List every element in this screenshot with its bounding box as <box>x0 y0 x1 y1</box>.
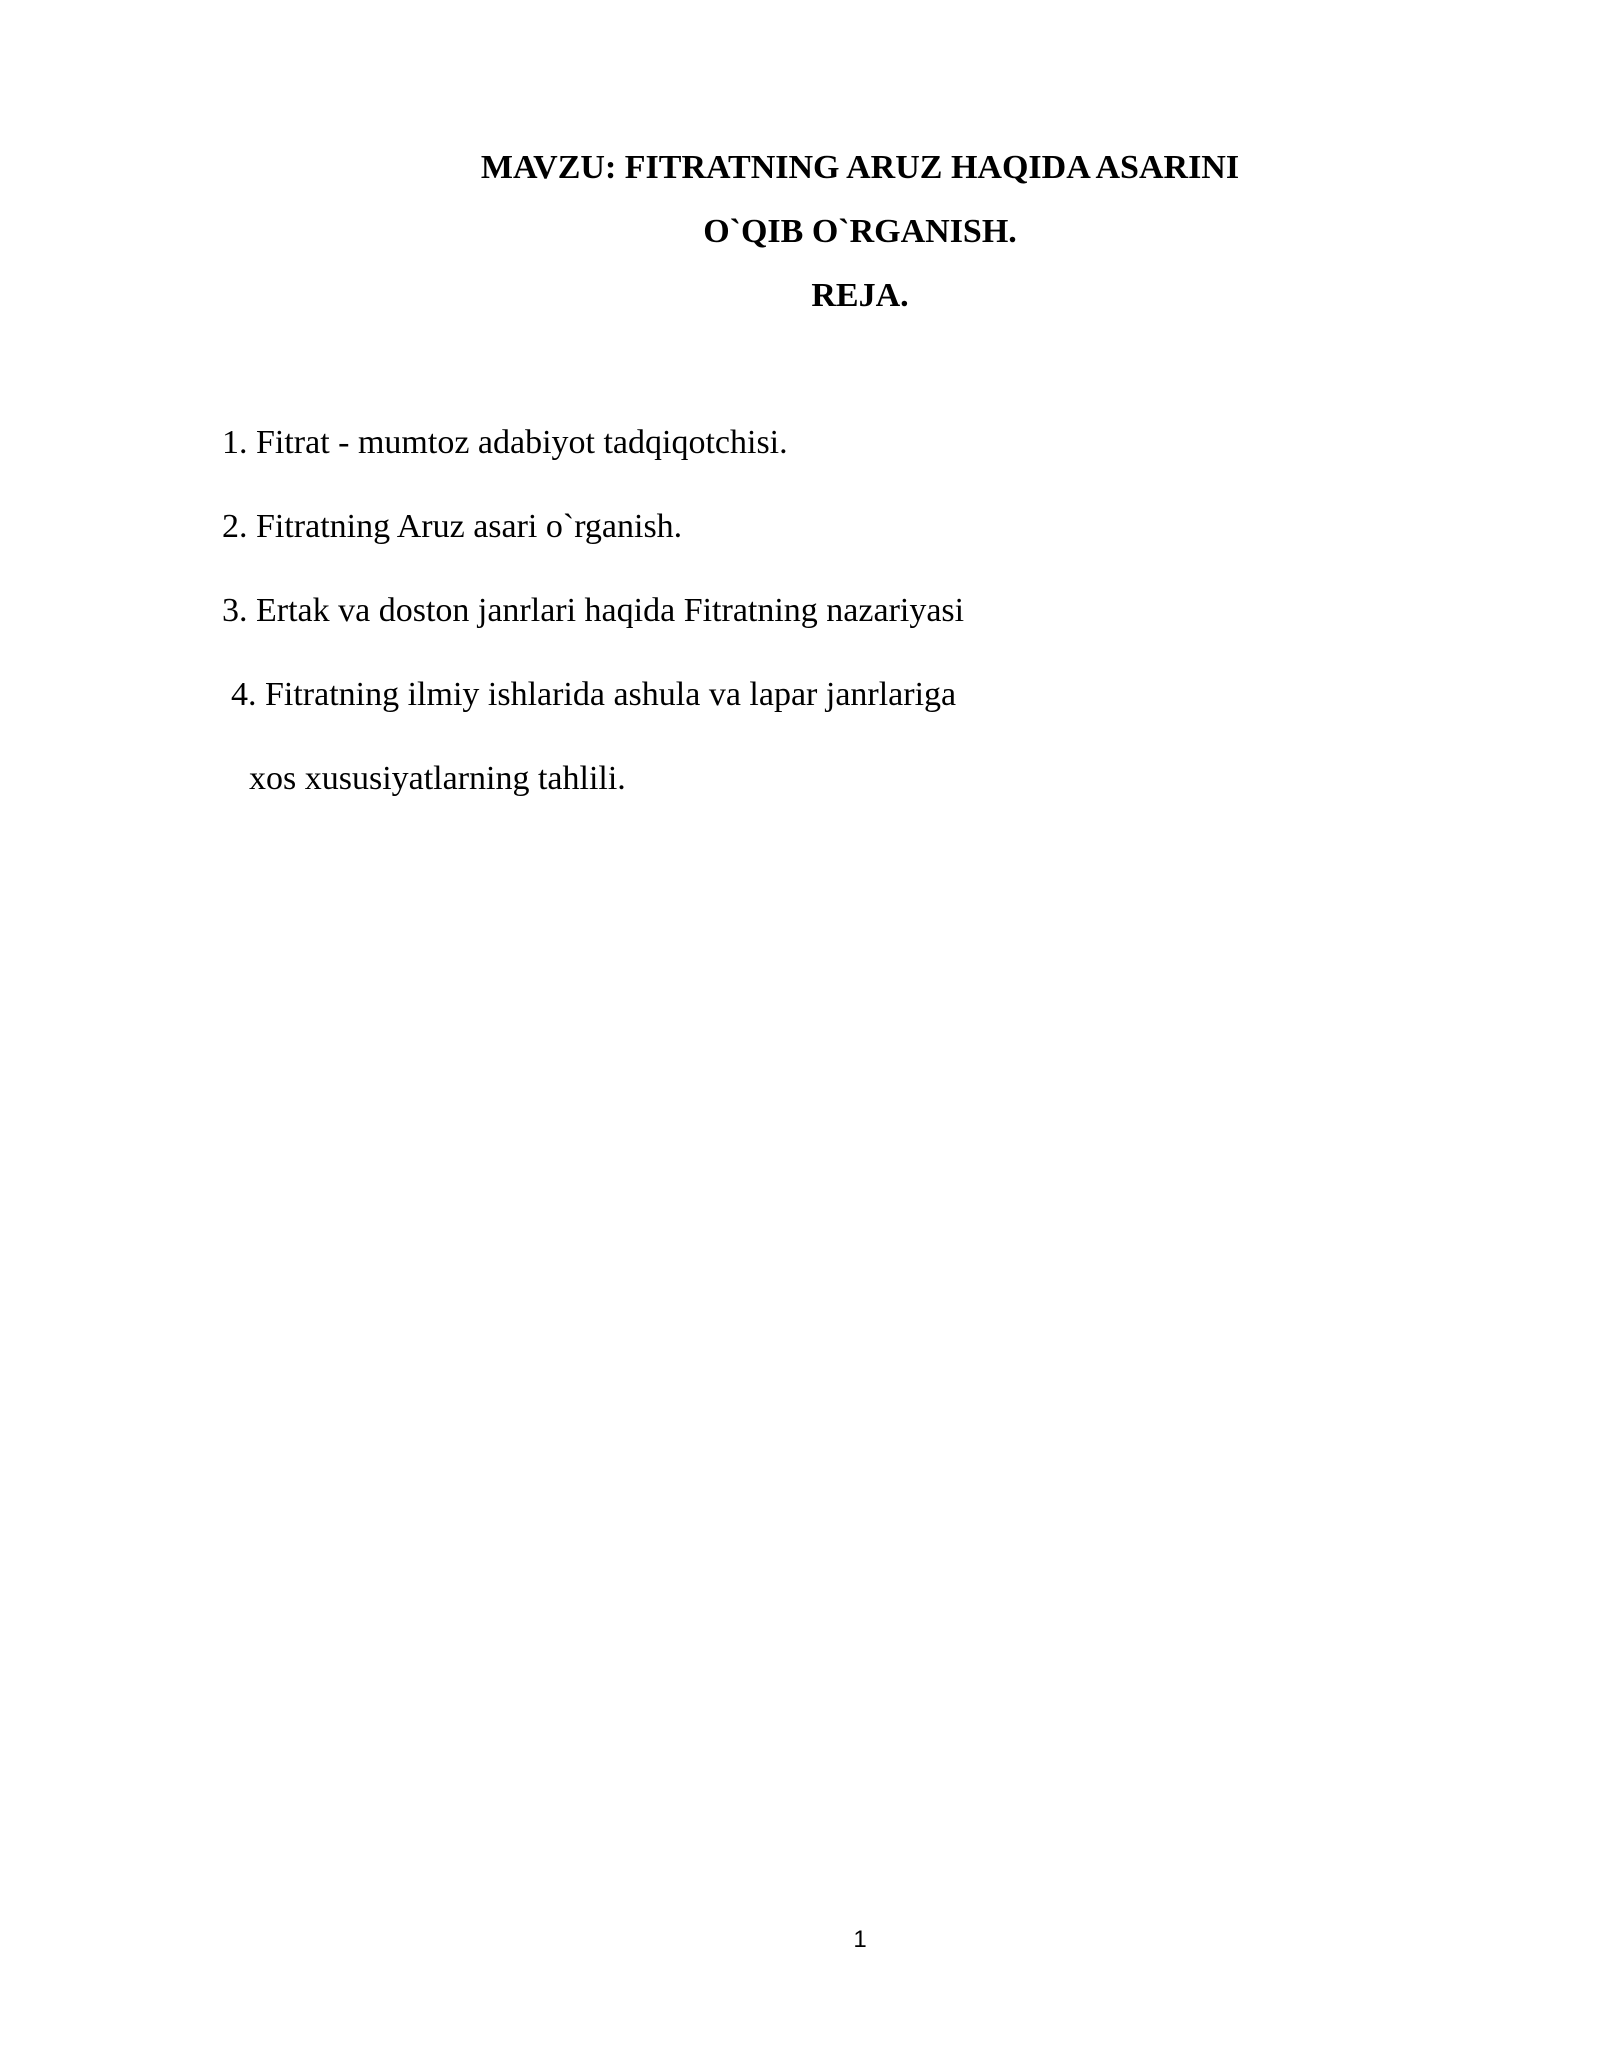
plan-heading: REJA. <box>811 277 909 314</box>
plan-item-1: 1. Fitrat - mumtoz adabiyot tadqiqotchisi. <box>222 424 788 461</box>
plan-item-3: 3. Ertak va doston janrlari haqida Fitratning nazariyasi <box>222 592 965 629</box>
plan-item-4-continuation: xos xususiyatlarning tahlili. <box>249 760 626 797</box>
plan-item-2: 2. Fitratning Aruz asari o`rganish. <box>222 508 683 545</box>
plan-item-4: 4. Fitratning ilmiy ishlarida ashula va lapar janrlariga <box>231 676 957 713</box>
topic-title-line-1: MAVZU: FITRATNING ARUZ HAQIDA ASARINI <box>480 149 1240 186</box>
page-number: 1 <box>853 1926 867 1953</box>
topic-title-line-2: O`QIB O`RGANISH. <box>703 213 1017 250</box>
